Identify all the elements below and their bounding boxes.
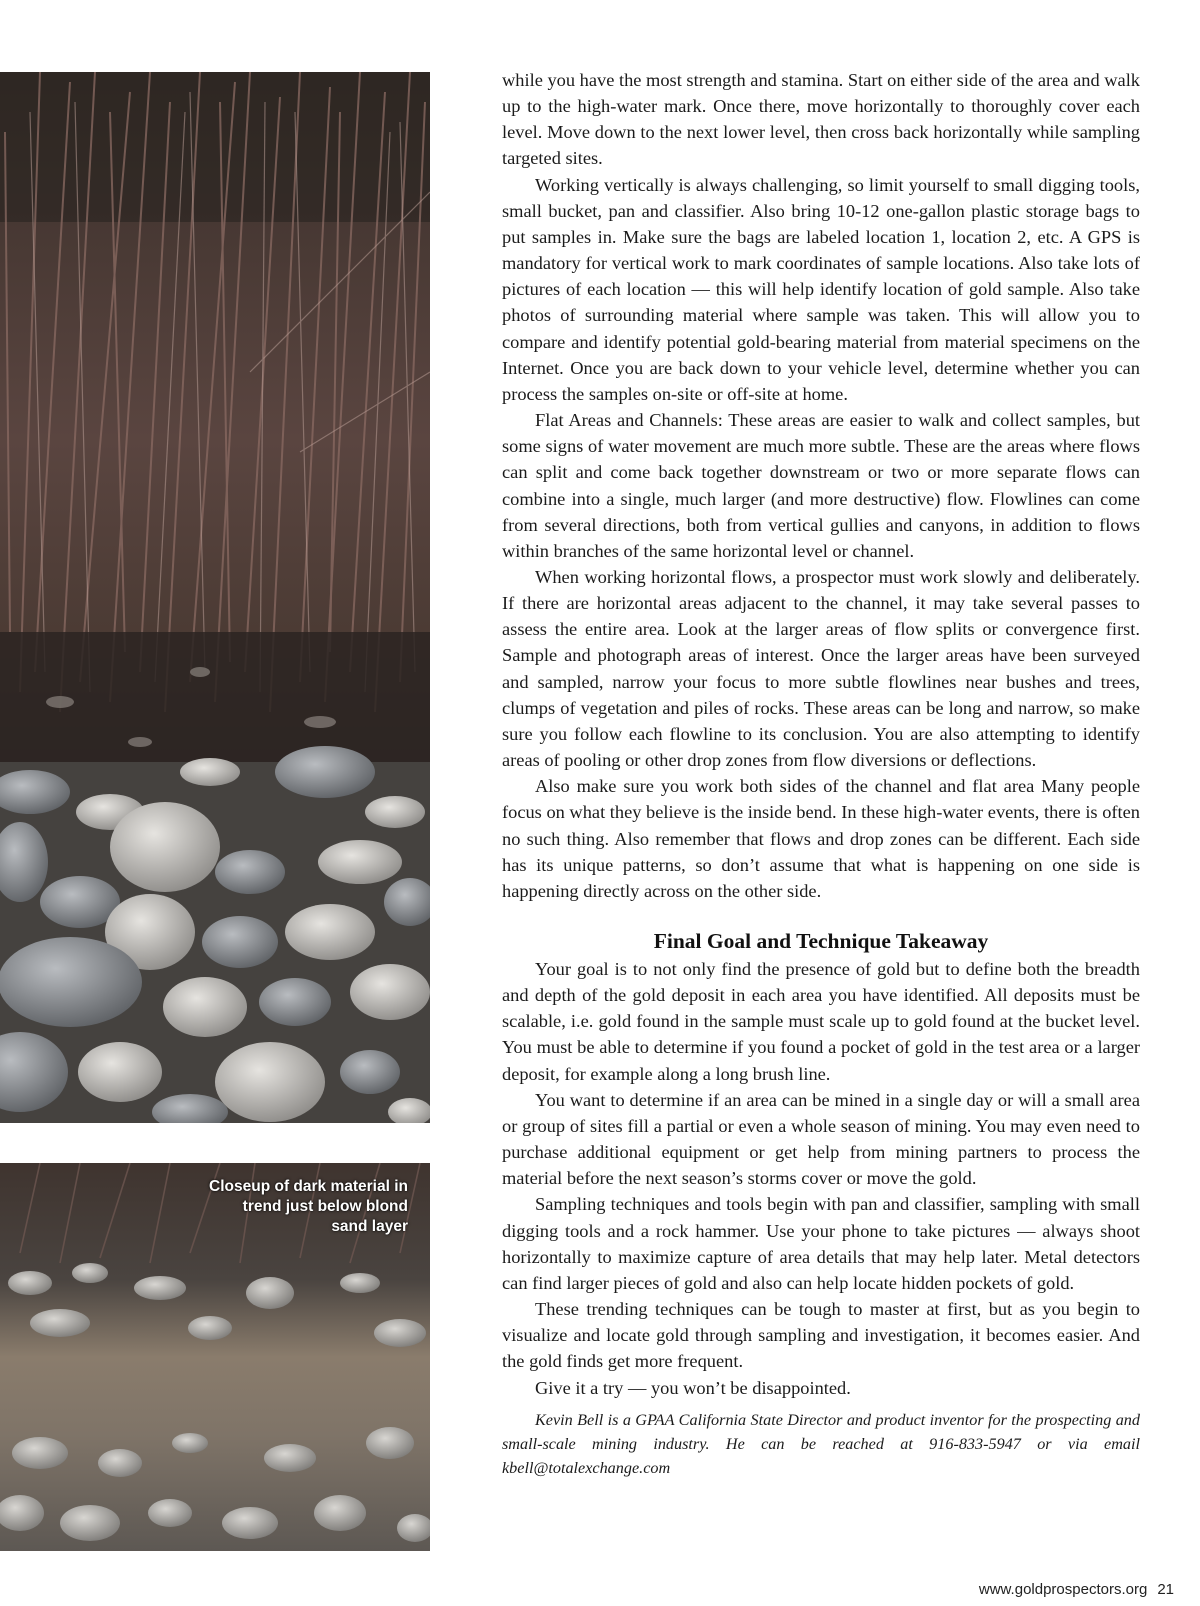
article-paragraph: When working horizontal flows, a prospector must work slowly and deliberately. If there are horizontal areas adjacent to the channel, it may take several passes to assess the entire area. Look at the larger areas of flow splits or convergence first. Sample and photograph areas of interest. Once the larger areas have been surveyed and sampled, narrow your focus to more subtle flowlines near bushes and trees, clumps of vegetation and piles of rocks. These areas can be long and narrow, so make sure you follow each flowline to its conclusion. You are also attempting to identify areas of pooling or other drop zones from flow diversions or deflections. (502, 566, 1140, 771)
footer-website: www.goldprospectors.org (978, 1581, 1148, 1598)
riverbank-willows-illustration (0, 72, 430, 1123)
page-number: 21 (1157, 1581, 1174, 1598)
article-paragraph: Flat Areas and Channels: These areas are easier to walk and collect samples, but some signs of water movement are much more subtle. These are the areas where flows can split and come back together downstream or two or more separate flows can combine into a single, much larger (and more destructive) flow. Flowlines can come from several directions, both from vertical gullies and canyons, in addition to flows within branches of the same horizontal level or channel. (502, 410, 1140, 561)
article-paragraph: while you have the most strength and stamina. Start on either side of the area and walk up to the high-water mark. Once there, move horizontally to thoroughly cover each level. Move down to the next lower level, then cross back horizontally while sampling targeted sites. (502, 70, 1140, 169)
author-bio: Kevin Bell is a GPAA California State Director and product inventor for the prospecting and small-scale mining industry. He can be reached at 916-833-5947 or via email kbell@totalexchange.com (502, 1410, 1140, 1477)
article-paragraph: Working vertically is always challenging, so limit yourself to small digging tools, small bucket, pan and classifier. Also bring 10-12 one-gallon plastic storage bags to put samples in. Make sure the bags are labeled location 1, location 2, etc. A GPS is mandatory for vertical work to mark coordinates of sample locations. Also take lots of pictures of each location — this will help identify location of gold sample. Also take photos of surrounding material where sample was taken. This will allow you to compare and identify potential gold-bearing material from material specimens on the Internet. Once you are back down to your vehicle level, determine whether you can process the samples on-site or off-site at home. (502, 174, 1140, 404)
article-paragraph: Also make sure you work both sides of the channel and flat area Many people focus on what they believe is the inside bend. In these high-water events, there is often no such thing. Also remember that flows and drop zones can be different. Each side has its unique patterns, so don’t assume that what is happening on one side is happening directly across on the other side. (502, 776, 1140, 901)
photo-caption: Closeup of dark material in trend just below blond sand layer (209, 1178, 408, 1235)
section-heading: Final Goal and Technique Takeaway (653, 929, 989, 953)
article-paragraph: Your goal is to not only find the presence of gold but to define both the breadth and depth of the gold deposit in each area you have identified. All deposits must be scalable, i.e. gold found in the sample must scale up to gold found at the bucket level. You must be able to determine if you found a pocket of gold in the test area or a larger deposit, for example along a long brush line. (502, 959, 1140, 1084)
article-paragraph: These trending techniques can be tough to master at first, but as you begin to visualize and locate gold through sampling and investigation, it becomes easier. And the gold finds get more frequent. (502, 1299, 1140, 1372)
page-footer (979, 1581, 1174, 1598)
article-paragraph: You want to determine if an area can be mined in a single day or will a small area or group of sites fill a partial or even a whole season of mining. You may even need to purchase additional equipment or get help from mining partners to process the material before the next season’s storms cover or move the gold. (502, 1089, 1140, 1189)
article-paragraph: Give it a try — you won’t be disappointed. (535, 1377, 851, 1398)
sand-layer-closeup-photo (0, 1163, 430, 1551)
article-paragraph: Sampling techniques and tools begin with pan and classifier, sampling with small digging tools and a rock hammer. Use your phone to take pictures — always shoot horizontally to maximize capture of area details that may help later. Metal detectors can find larger pieces of gold and also can help locate hidden pockets of gold. (502, 1194, 1140, 1293)
article-body (502, 67, 1140, 1480)
riverbank-willows-photo (0, 72, 430, 1123)
